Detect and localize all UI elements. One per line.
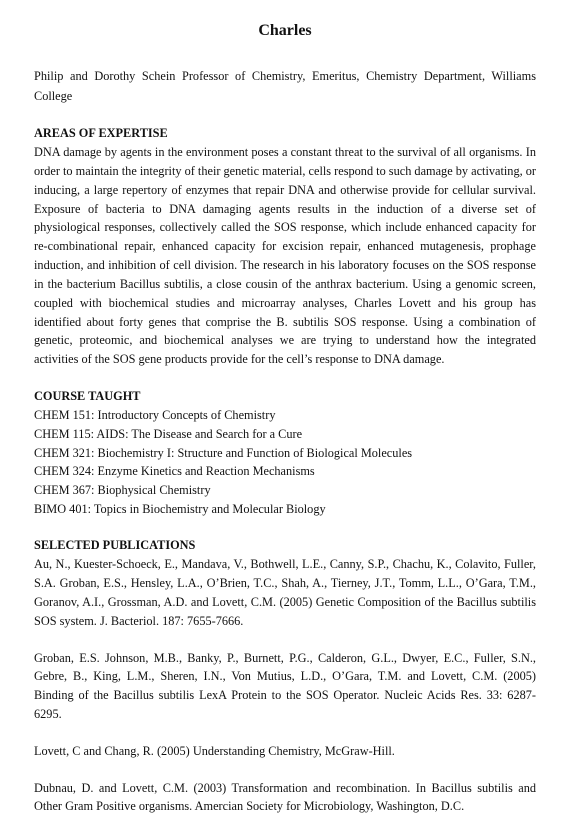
course-item: BIMO 401: Topics in Biochemistry and Molecular Biology [34,501,326,516]
page-title: Charles [258,22,312,39]
course-item: CHEM 367: Biophysical Chemistry [34,482,211,497]
publication-item: Dubnau, D. and Lovett, C.M. (2003) Transformation and recombination. In Bacillus subtilis and Other Gram Positive organisms. Amercian Society for Microbiology, Washington, D.C. [34,780,536,814]
expertise-paragraph: DNA damage by agents in the environment poses a constant threat to the survival of all organisms. In order to maintain the integrity of their genetic material, cells respond to such damage by activating, or inducing, a large repertory of enzymes that repair DNA and otherwise provide for cellular survival. Exposure of bacteria to DNA damaging agents results in the induction of a diverse set of physiological responses, collectively called the SOS response, which include enhanced capacity for re-combinational repair, enhanced capacity for excision repair, enhanced mutagenesis, prophage induction, and inhibition of cell division. The research in his laboratory focuses on the SOS response in the bacterium Bacillus subtilis, a close cousin of the anthrax bacterium. Using a genomic screen, coupled with biochemical studies and microarray analyses, Charles Lovett and his group has identified about forty genes that comprise the B. subtilis SOS response. Using a combination of genetic, proteomic, and biochemical analyses we are trying to understand how the integrated activities of the SOS gene products provide for the cell’s response to DNA damage. [34,145,536,367]
course-item: CHEM 151: Introductory Concepts of Chemistry [34,408,276,423]
publication-item: Au, N., Kuester-Schoeck, E., Mandava, V., Bothwell, L.E., Canny, S.P., Chachu, K., Colavito, Fuller, S.A. Groban, E.S., Hensley, L.A., O’Brien, T.C., Shah, A., Tierney, J.T., Tomm, L.L., O’Gara, T.M., Goranov, A.I., Grossman, A.D. and Lovett, C.M. (2005) Genetic Composition of the Bacillus subtilis SOS system. J. Bacteriol. 187: 7655-7666. [34,557,536,628]
affiliation-text: Philip and Dorothy Schein Professor of Chemistry, Emeritus, Chemistry Department, Williams College [34,69,536,103]
publications-heading: SELECTED PUBLICATIONS [34,538,196,553]
document-page [34,0,536,816]
publication-list [34,555,536,816]
courses-heading: COURSE TAUGHT [34,389,141,404]
expertise-heading: AREAS OF EXPERTISE [34,126,168,140]
course-item: CHEM 321: Biochemistry I: Structure and Function of Biological Molecules [34,445,413,460]
publication-item: Groban, E.S. Johnson, M.B., Banky, P., Burnett, P.G., Calderon, G.L., Dwyer, E.C., Fuller, S.N., Gebre, B., King, L.M., Sheren, I.N., Von Mutius, L.D., O’Gara, T.M. and Lovett, C.M. (2005) Binding of the Bacillus subtilis LexA Protein to the SOS Operator. Nucleic Acids Res. 33: 6287-6295. [34,650,536,721]
course-list [34,406,536,518]
course-item: CHEM 115: AIDS: The Disease and Search for a Cure [34,426,303,441]
publication-item: Lovett, C and Chang, R. (2005) Understanding Chemistry, McGraw-Hill. [34,743,395,758]
course-item: CHEM 324: Enzyme Kinetics and Reaction Mechanisms [34,464,315,479]
